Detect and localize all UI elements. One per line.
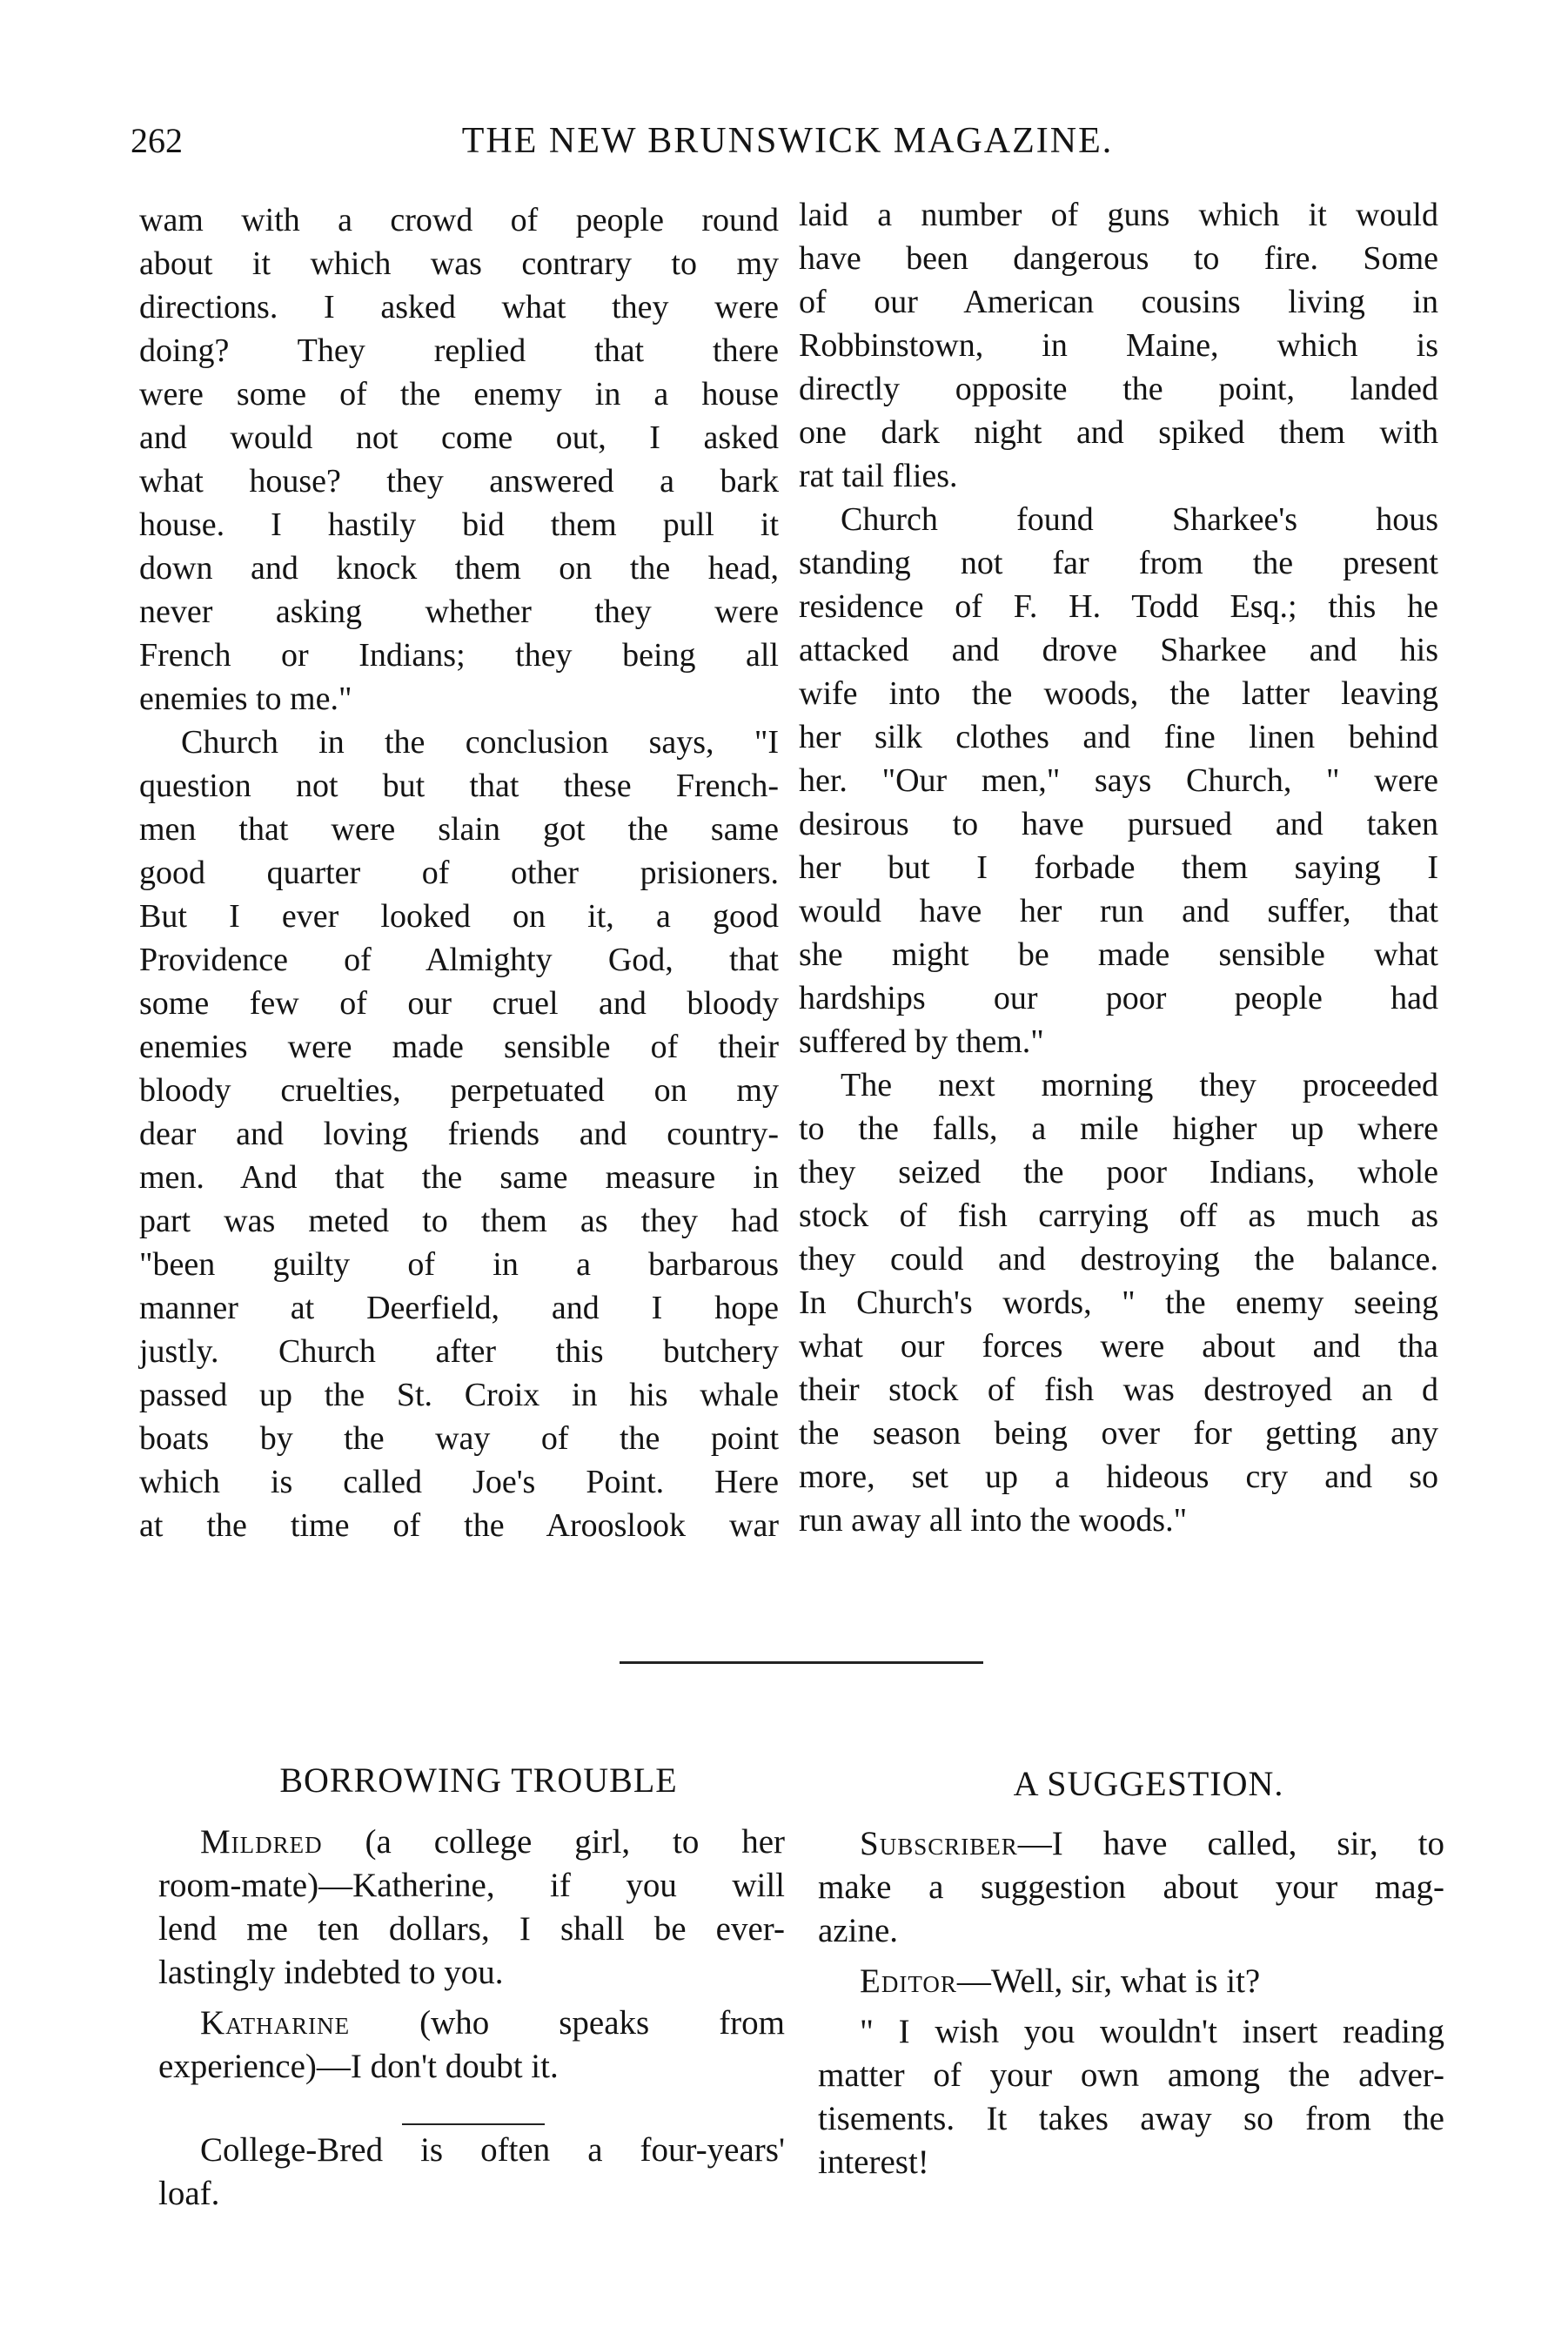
text-line: College-Bred is often a four-years'	[200, 2131, 785, 2169]
text-line: attacked and drove Sharkee and his	[799, 632, 1438, 668]
text-line: house. I hastily bid them pull it	[139, 506, 779, 543]
text-line: were some of the enemy in a house	[139, 376, 779, 412]
text-line: wam with a crowd of people round	[139, 202, 779, 238]
text-line: they could and destroying the balance.	[799, 1241, 1438, 1278]
text-line: bloody cruelties, perpetuated on my	[139, 1072, 779, 1109]
text-line: one dark night and spiked them with	[799, 414, 1438, 451]
text-line: her silk clothes and fine linen behind	[799, 719, 1438, 755]
text-line: Mildred (a college girl, to her	[200, 1823, 785, 1861]
text-line: directly opposite the point, landed	[799, 371, 1438, 407]
text-line: interest!	[818, 2143, 929, 2181]
text-line: Katharine (who speaks from	[200, 2004, 785, 2042]
text-line: dear and loving friends and country-	[139, 1116, 779, 1152]
text-line: justly. Church after this butchery	[139, 1333, 779, 1370]
text-line: room-mate)—Katherine, if you will	[158, 1867, 785, 1904]
text-line: have been dangerous to fire. Some	[799, 240, 1438, 277]
text-line: manner at Deerfield, and I hope	[139, 1290, 779, 1326]
text-line: her but I forbade them saying I	[799, 849, 1438, 886]
text-line: In Church's words, " the enemy seeing	[799, 1284, 1438, 1321]
speaker-name: Mildred	[200, 1823, 323, 1861]
text-line: what our forces were about and tha	[799, 1328, 1438, 1365]
text-line: question not but that these French-	[139, 768, 779, 804]
text-line: enemies to me."	[139, 681, 352, 717]
speaker-name: Katharine	[200, 2004, 351, 2042]
magazine-title: THE NEW BRUNSWICK MAGAZINE.	[461, 121, 1114, 161]
text-line: stock of fish carrying off as much as	[799, 1197, 1438, 1234]
text-line: would have her run and suffer, that	[799, 893, 1438, 929]
text-line: directions. I asked what they were	[139, 289, 779, 325]
text-line: men. And that the same measure in	[139, 1159, 779, 1196]
text-line: laid a number of guns which it would	[799, 197, 1438, 233]
text-line: suffered by them."	[799, 1023, 1044, 1060]
text-line: run away all into the woods."	[799, 1502, 1188, 1539]
text-line: Providence of Almighty God, that	[139, 942, 779, 978]
page-header	[131, 120, 1444, 172]
section-divider	[620, 1661, 983, 1664]
text-line: their stock of fish was destroyed an d	[799, 1372, 1438, 1408]
text-line: passed up the St. Croix in his whale	[139, 1377, 779, 1413]
text-line: what house? they answered a bark	[139, 463, 779, 500]
text-line: matter of your own among the adver-	[818, 2056, 1444, 2094]
text-line: loaf.	[158, 2175, 220, 2212]
text-line: " I wish you wouldn't insert reading	[860, 2013, 1444, 2050]
text-line: men that were slain got the same	[139, 811, 779, 848]
text-line: she might be made sensible what	[799, 936, 1438, 973]
text-line: make a suggestion about your mag-	[818, 1868, 1444, 1906]
text-line: to the falls, a mile higher up where	[799, 1110, 1438, 1147]
borrowing-trouble-title: BORROWING TROUBLE	[279, 1761, 678, 1800]
text-line: Editor—Well, sir, what is it?	[860, 1962, 1261, 2000]
text-line: residence of F. H. Todd Esq.; this he	[799, 588, 1438, 625]
text-line: hardships our poor people had	[799, 980, 1438, 1016]
suggestion-title: A SUGGESTION.	[1013, 1764, 1284, 1803]
text-line: good quarter of other prisioners.	[139, 855, 779, 891]
text-line: down and knock them on the head,	[139, 550, 779, 587]
speaker-name: Subscriber	[860, 1825, 1018, 1862]
text-line: enemies were made sensible of their	[139, 1029, 779, 1065]
text-line: part was meted to them as they had	[139, 1203, 779, 1239]
text-line: The next morning they proceeded	[841, 1067, 1438, 1103]
text-line: her. "Our men," says Church, " were	[799, 762, 1438, 799]
text-line: about it which was contrary to my	[139, 245, 779, 282]
joke-divider	[402, 2123, 545, 2125]
text-line: French or Indians; they being all	[139, 637, 779, 674]
text-line: doing? They replied that there	[139, 332, 779, 369]
page-number: 262	[131, 121, 183, 160]
text-line: tisements. It takes away so from the	[818, 2100, 1444, 2137]
text-line: which is called Joe's Point. Here	[139, 1464, 779, 1500]
text-line: wife into the woods, the latter leaving	[799, 675, 1438, 712]
text-line: Robbinstown, in Maine, which is	[799, 327, 1438, 364]
text-line: lend me ten dollars, I shall be ever-	[158, 1910, 785, 1948]
borrowing-trouble-section	[158, 1819, 785, 2214]
text-line: the season being over for getting any	[799, 1415, 1438, 1452]
article-left-column	[139, 198, 779, 1547]
text-line: they seized the poor Indians, whole	[799, 1154, 1438, 1190]
text-line: Subscriber—I have called, sir, to	[860, 1825, 1444, 1862]
text-line: Church in the conclusion says, "I	[181, 724, 779, 761]
text-line: experience)—I don't doubt it.	[158, 2048, 559, 2085]
text-line: But I ever looked on it, a good	[139, 898, 779, 935]
article-right-column	[799, 193, 1438, 1542]
text-line: and would not come out, I asked	[139, 419, 779, 456]
text-line: azine.	[818, 1912, 899, 1949]
text-line: Church found Sharkee's hous	[841, 501, 1438, 538]
text-line: some few of our cruel and bloody	[139, 985, 779, 1022]
text-line: "been guilty of in a barbarous	[139, 1246, 779, 1283]
speaker-name: Editor	[860, 1962, 957, 2000]
text-line: rat tail flies.	[799, 458, 958, 494]
text-line: of our American cousins living in	[799, 284, 1438, 320]
text-line: more, set up a hideous cry and so	[799, 1459, 1438, 1495]
text-line: at the time of the Arooslook war	[139, 1507, 779, 1544]
text-line: never asking whether they were	[139, 594, 779, 630]
text-line: boats by the way of the point	[139, 1420, 779, 1457]
text-line: desirous to have pursued and taken	[799, 806, 1438, 842]
text-line: lastingly indebted to you.	[158, 1954, 504, 1991]
suggestion-section	[818, 1821, 1444, 2183]
text-line: standing not far from the present	[799, 545, 1438, 581]
